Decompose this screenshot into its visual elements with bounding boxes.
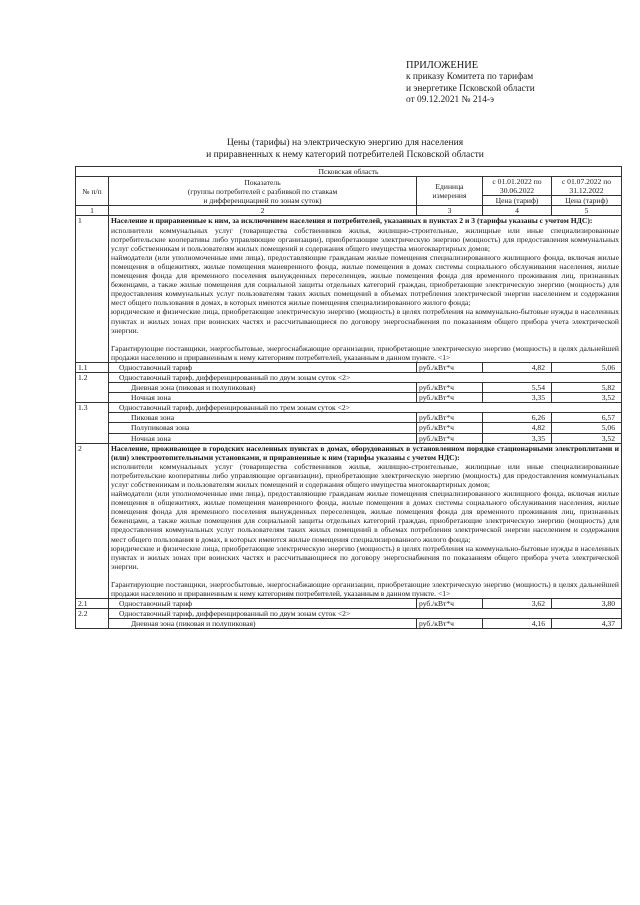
- row-value: 4,37: [552, 619, 622, 629]
- row-value: 4,82: [483, 423, 552, 433]
- table-row: [76, 609, 622, 619]
- appendix-line: и энергетике Псковской области: [406, 83, 535, 94]
- row-value: 3,35: [483, 393, 552, 403]
- row-label: Ночная зона: [109, 433, 417, 443]
- section-num: 2: [76, 443, 109, 599]
- table-row: [76, 433, 622, 443]
- section-paragraph: наймодатели (или уполномоченные ими лица), предоставляющие гражданам жилые помещения специализированного жилищного фонда, включая жилые помещения в общежитиях, жилые помещения маневренного фонда, жилые помещения в домах системы социального обслуживания населения, жилые помещения фонда для временного поселения вынужденных переселенцев, жилые помещения фонда для временного проживания лиц, признанных беженцами, а также жилые помещения для социальной защиты отдельных категорий граждан, приобретающие электрическую энергию (мощность) для предоставления коммунальных услуг пользователям таких жилых помещений в объемах потребления электрической энергии населением и содержания мест общего пользования в домах, в которых имеются жилые помещения специализированного жилого фонда;: [111, 252, 619, 308]
- document-title: [0, 137, 640, 161]
- row-label: Пиковая зона: [109, 413, 417, 423]
- title-line: и приравненных к нему категорий потребителей Псковской области: [206, 149, 484, 160]
- row-label: Одноставочный тариф: [109, 362, 417, 372]
- table-row: [76, 383, 622, 393]
- row-label: Ночная зона: [109, 393, 417, 403]
- row-unit: руб./кВт*ч: [417, 433, 483, 443]
- row-label: Полупиковая зона: [109, 423, 417, 433]
- header-indicator-l1: Показатель: [244, 177, 281, 187]
- row-label: Одноставочный тариф: [109, 599, 417, 609]
- tariff-table: [75, 166, 622, 629]
- row-label: Дневная зона (пиковая и полупиковая): [109, 619, 417, 629]
- row-num: 2.2: [76, 609, 109, 629]
- row-value: 3,80: [552, 599, 622, 609]
- table-row: [76, 599, 622, 609]
- header-indicator-l2: (группы потребителей с разбивкой по ставкам: [187, 186, 338, 196]
- header-period2: с 01.07.2022 по 31.12.2022: [552, 177, 622, 196]
- colnum: 4: [483, 206, 552, 216]
- colnum: 2: [109, 206, 417, 216]
- row-value: 3,52: [552, 433, 622, 443]
- table-row: [76, 403, 622, 413]
- header-indicator: [109, 177, 417, 206]
- region-row: [76, 167, 622, 177]
- row-value: 5,54: [483, 383, 552, 393]
- table-row: [76, 423, 622, 433]
- table-row: [76, 372, 622, 382]
- section-1-text: [109, 216, 622, 362]
- column-numbers-row: [76, 206, 622, 216]
- header-row: [76, 177, 622, 196]
- table-row: [76, 362, 622, 372]
- header-price2: Цена (тариф): [552, 196, 622, 206]
- row-unit: руб./кВт*ч: [417, 599, 483, 609]
- row-value: 6,26: [483, 413, 552, 423]
- row-unit: руб./кВт*ч: [417, 362, 483, 372]
- appendix-line: к приказу Комитета по тарифам: [406, 71, 534, 82]
- row-value: 3,35: [483, 433, 552, 443]
- table-row: [76, 413, 622, 423]
- section-num: 1: [76, 216, 109, 362]
- row-unit: руб./кВт*ч: [417, 393, 483, 403]
- row-num: 1.2: [76, 372, 109, 402]
- colnum: 5: [552, 206, 622, 216]
- row-value: 6,57: [552, 413, 622, 423]
- appendix-block: [406, 60, 535, 107]
- section-paragraph: Гарантирующие поставщики, энергосбытовые, энергоснабжающие организации, приобретающие электрическую энергию (мощность) в целях дальнейшей продажи населению и приравненным к нему категориям потребителей, указанным в данном пункте. <1>: [111, 343, 619, 362]
- table-row: [76, 619, 622, 629]
- row-label: Одноставочный тариф, дифференцированный по двум зонам суток <2>: [109, 372, 622, 382]
- section-title: Население и приравненные к ним, за исключением населения и потребителей, указанных в пунктах 2 и 3 (тарифы указаны с учетом НДС):: [111, 216, 593, 226]
- header-price1: Цена (тариф): [483, 196, 552, 206]
- section-paragraph: Гарантирующие поставщики, энергосбытовые, энергоснабжающие организации, приобретающие электрическую энергию (мощность) в целях дальнейшей продажи населению и приравненным к нему категориям потребителей, указанным в данном пункте. <1>: [111, 579, 619, 599]
- region-cell: Псковская область: [76, 167, 622, 177]
- row-num: 2.1: [76, 599, 109, 609]
- row-unit: руб./кВт*ч: [417, 383, 483, 393]
- header-period1: с 01.01.2022 по 30.06.2022: [483, 177, 552, 196]
- section-paragraph: исполнители коммунальных услуг (товарищества собственников жилья, жилищно-строительные, жилищные или иные специализированные потребительские кооперативы либо управляющие организации), приобретающие электрическую энергию (мощность) для предоставления коммунальных услуг собственникам и пользователям жилых помещений и содержания общего имущества многоквартирных домов;: [111, 225, 619, 253]
- row-unit: руб./кВт*ч: [417, 413, 483, 423]
- row-label: Дневная зона (пиковая и полупиковая): [109, 383, 417, 393]
- header-indicator-l3: и дифференциацией по зонам суток): [203, 195, 322, 205]
- row-value: 3,52: [552, 393, 622, 403]
- header-unit: Единица измерения: [417, 177, 483, 206]
- row-unit: руб./кВт*ч: [417, 423, 483, 433]
- row-unit: руб./кВт*ч: [417, 619, 483, 629]
- row-value: 5,82: [552, 383, 622, 393]
- section-paragraph: исполнители коммунальных услуг (товарищества собственников жилья, жилищно-строительные, жилищные или иные специализированные потребительские кооперативы либо управляющие организации), приобретающие электрическую энергию (мощность) для предоставления коммунальных услуг собственникам и пользователям жилых помещений и содержания общего имущества многоквартирных домов;: [111, 461, 619, 489]
- row-value: 5,06: [552, 423, 622, 433]
- section-2-text: [109, 443, 622, 599]
- row-num: 1.3: [76, 403, 109, 443]
- section-2-row: [76, 443, 622, 599]
- row-value: 5,06: [552, 362, 622, 372]
- section-paragraph: юридические и физические лица, приобретающие электрическую энергию (мощность) в целях потребления на коммунально-бытовые нужды в населенных пунктах и жилых зонах при воинских частях и рассчитывающиеся по договору энергоснабжения по показаниям общего прибора учета электрической энергии.: [111, 543, 619, 571]
- row-value: 3,62: [483, 599, 552, 609]
- row-value: 4,16: [483, 619, 552, 629]
- section-paragraph: юридические и физические лица, приобретающие электрическую энергию (мощность) в целях потребления на коммунально-бытовые нужды в населенных пунктах и жилых зонах при воинских частях и рассчитывающиеся по договору энергоснабжения по показаниям общего прибора учета электрической энергии.: [111, 307, 619, 335]
- appendix-heading: ПРИЛОЖЕНИЕ: [406, 60, 479, 71]
- appendix-line: от 09.12.2021 № 214-э: [406, 95, 495, 106]
- row-num: 1.1: [76, 362, 109, 372]
- colnum: 3: [417, 206, 483, 216]
- row-label: Одноставочный тариф, дифференцированный по двум зонам суток <2>: [109, 609, 622, 619]
- row-value: 4,82: [483, 362, 552, 372]
- colnum: 1: [76, 206, 109, 216]
- table-row: [76, 393, 622, 403]
- section-1-row: [76, 216, 622, 362]
- header-num: № п/п: [76, 177, 109, 206]
- section-title: Население, проживающее в городских населенных пунктах в домах, оборудованных в установленном порядке стационарными электроплитами и (или) электроотопительными установками, и приравненные к ним (тарифы указаны с учетом НДС):: [111, 443, 619, 462]
- title-line: Цены (тарифы) на электрическую энергию для населения: [226, 137, 464, 148]
- row-label: Одноставочный тариф, дифференцированный по трем зонам суток <2>: [109, 403, 622, 413]
- section-paragraph: наймодатели (или уполномоченные ими лица), предоставляющие гражданам жилые помещения специализированного жилищного фонда, включая жилые помещения в общежитиях, жилые помещения маневренного фонда, жилые помещения в домах системы социального обслуживания населения, жилые помещения фонда для временного поселения вынужденных переселенцев, жилые помещения фонда для временного проживания лиц, признанных беженцами, а также жилые помещения для социальной защиты отдельных категорий граждан, приобретающие электрическую энергию (мощность) для предоставления коммунальных услуг пользователям таких жилых помещений в объемах потребления электрической энергии населением и содержания мест общего пользования в домах, в которых имеются жилые помещения специализированного жилого фонда;: [111, 489, 619, 544]
